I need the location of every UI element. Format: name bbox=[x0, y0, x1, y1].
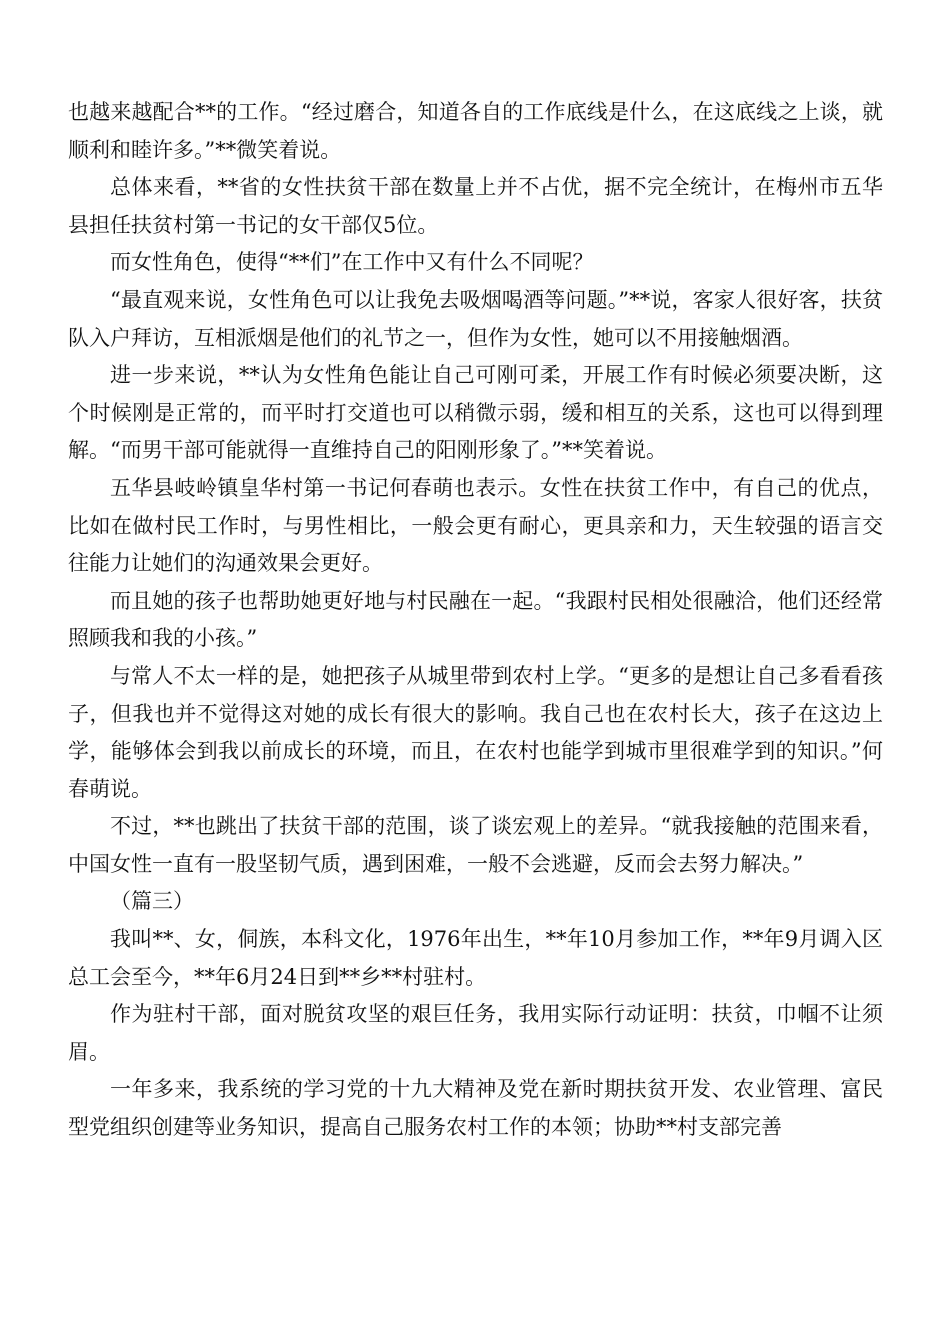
paragraph-soft-and-firm: 进一步来说，**认为女性角色能让自己可刚可柔，开展工作有时候必须要决断，这个时候刚是正常的，而平时打交道也可以稍微示弱，缓和相互的关系，这也可以得到理解。“而男干部可能就得一直维持自己的阳刚形象了。”**笑着说。 bbox=[68, 363, 883, 463]
paragraph-continuation: 也越来越配合**的工作。“经过磨合，知道各自的工作底线是什么，在这底线之上谈，就顺利和睦许多。”**微笑着说。 bbox=[68, 100, 883, 162]
paragraph-child-school: 与常人不太一样的是，她把孩子从城里带到农村上学。“更多的是想让自己多看看孩子，但我也并不觉得这对她的成长有很大的影响。我自己也在农村长大，孩子在这边上学，能够体会到我以前成长的环境，而且，在农村也能学到城市里很难学到的知识。”何春萌说。 bbox=[68, 663, 883, 801]
paragraph-macro-difference: 不过，**也跳出了扶贫干部的范围，谈了谈宏观上的差异。“就我接触的范围来看，中国女性一直有一股坚韧气质，遇到困难，一般不会逃避，反而会去努力解决。” bbox=[68, 814, 883, 876]
paragraph-female-cadre-count: 总体来看，**省的女性扶贫干部在数量上并不占优，据不完全统计，在梅州市五华县担任扶贫村第一书记的女干部仅5位。 bbox=[68, 175, 883, 237]
paragraph-self-intro: 我叫**、女，侗族，本科文化，1976年出生，**年10月参加工作，**年9月调入区总工会至今，**年6月24日到**乡**村驻村。 bbox=[68, 927, 883, 989]
paragraph-village-cadre: 作为驻村干部，面对脱贫攻坚的艰巨任务，我用实际行动证明：扶贫，巾帼不让须眉。 bbox=[68, 1002, 883, 1064]
paragraph-question: 而女性角色，使得“**们”在工作中又有什么不同呢？ bbox=[110, 250, 594, 275]
document-page bbox=[68, 94, 883, 1147]
paragraph-study: 一年多来，我系统的学习党的十九大精神及党在新时期扶贫开发、农业管理、富民型党组织创建等业务知识，提高自己服务农村工作的本领；协助**村支部完善 bbox=[68, 1077, 883, 1140]
paragraph-child-villagers: 而且她的孩子也帮助她更好地与村民融在一起。“我跟村民相处很融洽，他们还经常照顾我和我的小孩。” bbox=[68, 588, 883, 651]
paragraph-smoking-drinking: “最直观来说，女性角色可以让我免去吸烟喝酒等问题。”**说，客家人很好客，扶贫队入户拜访，互相派烟是他们的礼节之一，但作为女性，她可以不用接触烟酒。 bbox=[68, 287, 883, 350]
section-heading: （篇三） bbox=[110, 889, 194, 914]
paragraph-he-chunmeng: 五华县岐岭镇皇华村第一书记何春萌也表示。女性在扶贫工作中，有自己的优点，比如在做村民工作时，与男性相比，一般会更有耐心，更具亲和力，天生较强的语言交往能力让她们的沟通效果会更好。 bbox=[68, 475, 883, 576]
